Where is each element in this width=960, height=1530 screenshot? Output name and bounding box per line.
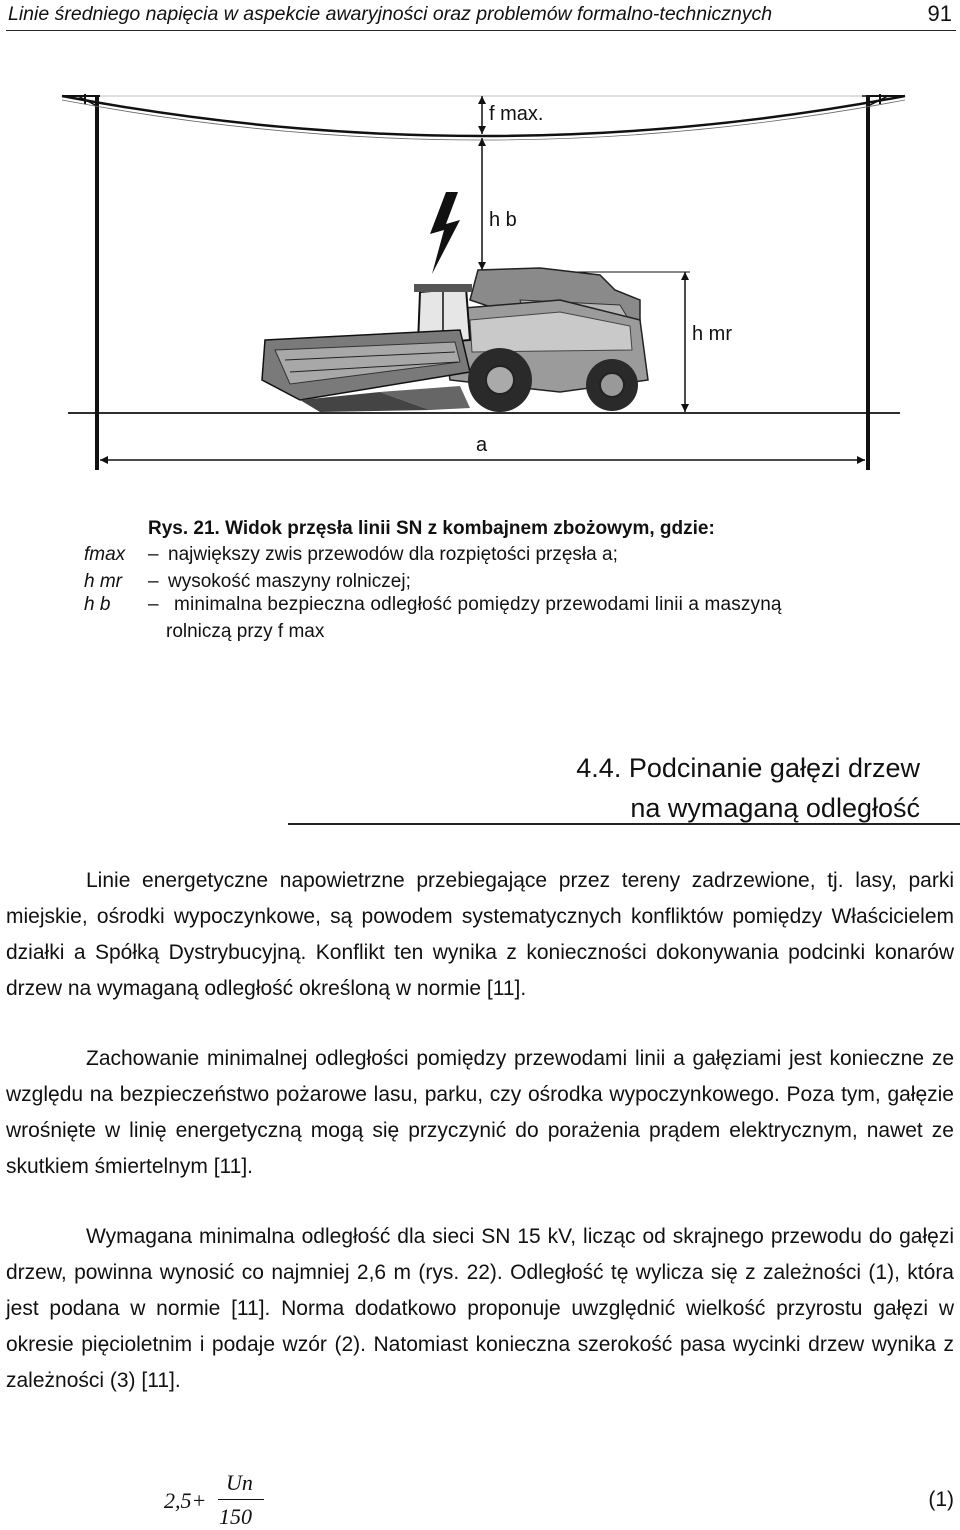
- header-title: Linie średniego napięcia w aspekcie awaryjności oraz problemów formalno-technicznych: [8, 3, 773, 25]
- combine-harvester-image: [262, 268, 648, 412]
- legend-description-continued: rolniczą przy f max: [166, 621, 325, 642]
- paragraph: Linie energetyczne napowietrzne przebiegające przez tereny zadrzewione, tj. lasy, parki miejskie, ośrodki wypoczynkowe, są powodem systematycznych konfliktów pomiędzy Właścicielem działki a Spółką Dystrybucyjną. Konflikt ten wynika z konieczności dokonywania podcinki konarów drzew na wymaganą odległość określoną w normie [11].: [6, 869, 954, 1000]
- page-number: 91: [927, 1, 952, 26]
- paragraph: Zachowanie minimalnej odległości pomiędzy przewodami linii a gałęziami jest konieczne ze względu na bezpieczeństwo pożarowe lasu, parku, czy ośrodka wypoczynkowego. Poza tym, gałęzie wrośnięte w linię energetyczną mogą się przyczynić do porażenia prądem elektrycznym, nawet ze skutkiem śmiertelnym [11].: [6, 1047, 954, 1178]
- label-fmax: f max.: [489, 103, 544, 125]
- section-title-line1: 4.4. Podcinanie gałęzi drzew: [576, 753, 920, 783]
- fmax-dimension: [478, 96, 543, 134]
- legend-dash: –: [148, 594, 159, 615]
- formula-1: [164, 1470, 284, 1530]
- label-hmr: h mr: [692, 323, 732, 345]
- paragraph: Wymagana minimalna odległość dla sieci SN 15 kV, licząc od skrajnego przewodu do gałęzi drzew, powinna wynosić co najmniej 2,6 m (rys. 22). Odległość tę wylicza się z zależności (1), która jest podana w normie [11]. Norma dodatkowo proponuje uwzględnić wielkość przyrostu gałęzi w okresie pięcioletnim i podaje wzór (2). Natomiast konieczna szerokość pasa wycinki drzew wynika z zależności (3) [11].: [6, 1225, 954, 1392]
- running-header: [6, 0, 956, 31]
- legend-description: wysokość maszyny rolniczej;: [168, 571, 411, 592]
- label-a: a: [476, 434, 488, 456]
- equation-number: (1): [928, 1488, 954, 1511]
- legend-description: minimalna bezpieczna odległość pomiędzy przewodami linii a maszyną: [174, 594, 782, 615]
- lightning-bolt-icon: [430, 192, 460, 274]
- figure-caption: Rys. 21. Widok przęsła linii SN z kombajnem zbożowym, gdzie:: [148, 518, 715, 539]
- formula-numerator: Un: [226, 1470, 253, 1495]
- formula-constant: 2,5+: [164, 1488, 207, 1513]
- hb-dimension: [478, 138, 517, 270]
- section-heading: [576, 748, 920, 828]
- formula-denominator: 150: [219, 1504, 252, 1529]
- figure-span-diagram: [0, 40, 960, 510]
- legend-symbol: h mr: [84, 571, 122, 592]
- legend-dash: –: [148, 571, 159, 592]
- legend-symbol: h b: [84, 594, 111, 615]
- legend-row: [0, 544, 960, 572]
- fraction-bar: [218, 1499, 264, 1500]
- legend-row: [0, 594, 960, 622]
- legend-dash: –: [148, 544, 159, 565]
- legend-description: największy zwis przewodów dla rozpiętości przęsła a;: [168, 544, 618, 565]
- section-title-line2: na wymaganą odległość: [630, 793, 920, 823]
- legend-symbol: fmax: [84, 544, 126, 565]
- a-dimension: [100, 434, 865, 464]
- label-hb: h b: [489, 209, 517, 231]
- section-divider: [288, 823, 960, 825]
